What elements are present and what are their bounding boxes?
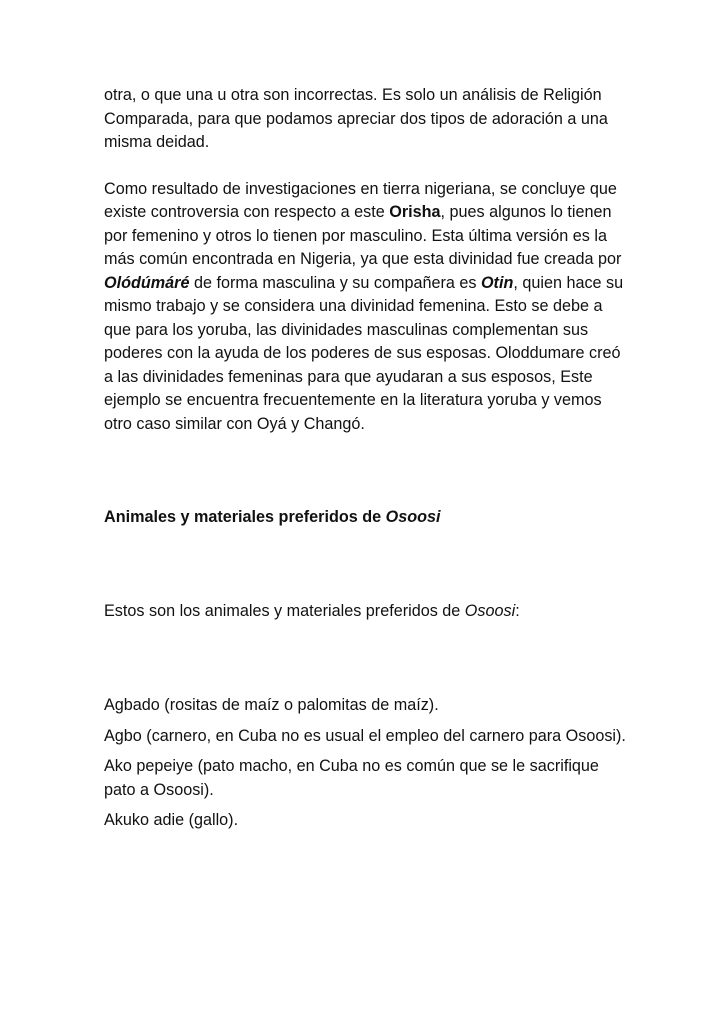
document-page bbox=[104, 84, 632, 840]
olodumare-term: Olódúmáré bbox=[104, 273, 190, 292]
list-intro bbox=[104, 600, 632, 624]
paragraph-comparative-religion: otra, o que una u otra son incorrectas. Es solo un análisis de Religión Comparada, para que podamos apreciar dos tipos de adoración a una misma deidad. bbox=[104, 86, 608, 151]
paragraph-nigeria-research bbox=[104, 178, 632, 437]
section-heading bbox=[104, 506, 632, 530]
orisha-term: Orisha bbox=[389, 203, 441, 221]
list-item: Ako pepeiye (pato macho, en Cuba no es común que se le sacrifique pato a Osoosi). bbox=[104, 757, 599, 799]
intro-text: Estos son los animales y materiales preferidos de bbox=[104, 601, 465, 620]
list-item: Akuko adie (gallo). bbox=[104, 811, 239, 829]
otin-term: Otin bbox=[480, 273, 514, 292]
heading-name: Osoosi bbox=[385, 508, 441, 526]
paragraph-text: de forma masculina y su compañera es bbox=[189, 273, 481, 292]
paragraph-text: , quien hace su mismo trabajo y se considera una divinidad femenina. Esto se debe a que para los yoruba, las divinidades masculinas complementan sus poderes con la ayuda de los poderes de sus esposas. Oloddumare creó a las divinidades femeninas para que ayudaran a sus esposos, Este ejemplo se encuentra frecuentemente en la literatura yoruba y vemos otro caso similar con Oyá y Changó. bbox=[104, 273, 624, 433]
list-item: Agbo (carnero, en Cuba no es usual el empleo del carnero para Osoosi). bbox=[104, 726, 626, 745]
paragraph-text: , pues algunos lo tienen por femenino y otros lo tienen por masculino. Esta última versión es la más común encontrada en Nigeria, ya que esta divinidad fue creada por bbox=[104, 203, 622, 268]
heading-text: Animales y materiales preferidos de bbox=[104, 508, 386, 526]
paragraph-text: Como resultado de investigaciones en tierra nigeriana, se concluye que existe controversia con respecto a este bbox=[104, 179, 617, 221]
intro-name: Osoosi bbox=[464, 601, 516, 620]
list-item: Agbado (rositas de maíz o palomitas de maíz). bbox=[104, 696, 439, 714]
intro-suffix: : bbox=[515, 601, 520, 620]
